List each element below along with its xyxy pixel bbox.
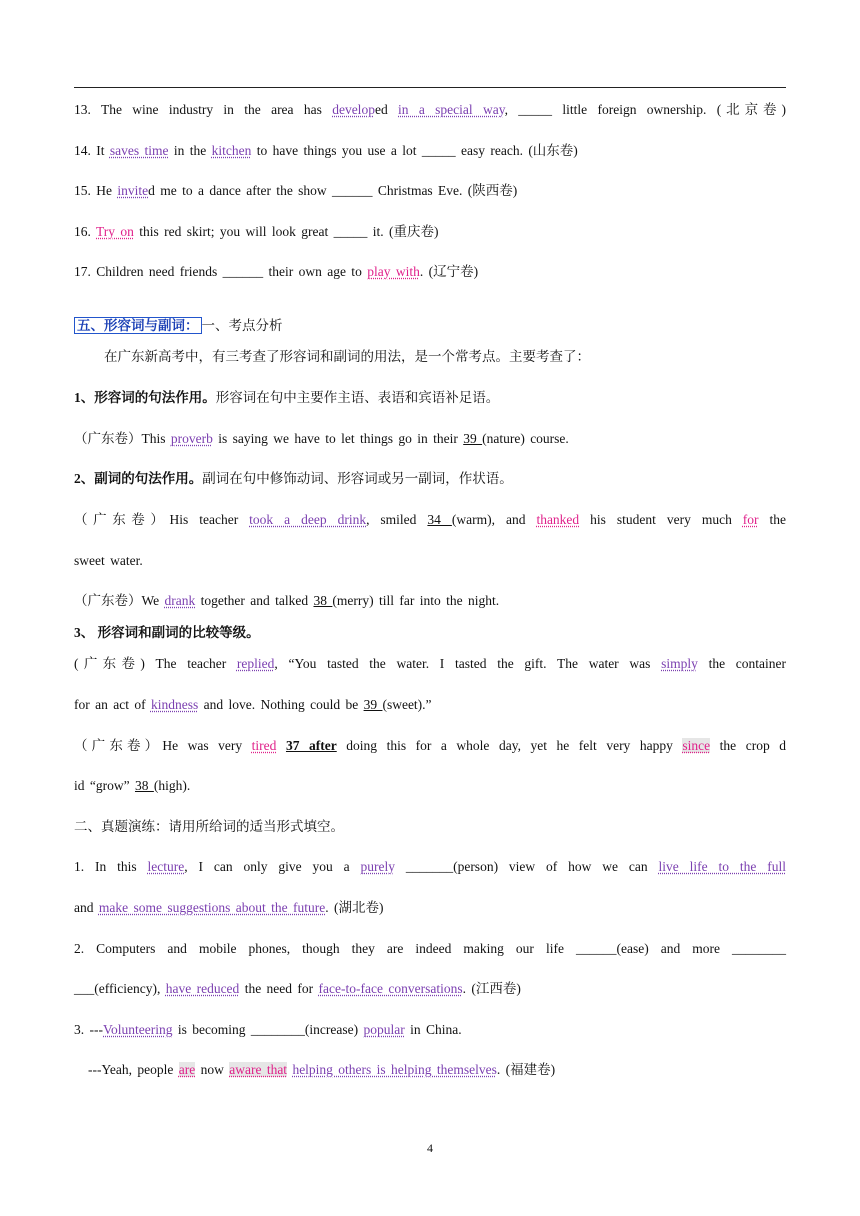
exercise-1-cont: and make some suggestions about the future. (湖北卷) [74, 900, 384, 915]
exercise-3-cont: ---Yeah, people are now aware that helping others is helping themselves. (福建卷) [88, 1062, 556, 1077]
point-1: 1、形容词的句法作用。形容词在句中主要作主语、表语和宾语补足语。 [74, 390, 500, 405]
header-rule [74, 87, 786, 88]
exercise-2-cont: ___(efficiency), have reduced the need for face-to-face conversations. (江西卷) [74, 981, 521, 996]
section-title-box: 五、形容词与副词： [74, 317, 202, 334]
exercise-3: 3. ---Volunteering is becoming ________(increase) popular in China. [74, 1022, 462, 1037]
example-4-cont: for an act of kindness and love. Nothing could be 39 (sweet).” [74, 697, 432, 712]
question-16: 16. Try on this red skirt; you will look great _____ it. (重庆卷) [74, 224, 439, 239]
question-15: 15. He invited me to a dance after the show ______ Christmas Eve. (陕西卷) [74, 183, 518, 198]
question-14: 14. It saves time in the kitchen to have things you use a lot _____ easy reach. (山东卷) [74, 143, 578, 158]
exercise-2: 2. Computers and mobile phones, though they are indeed making our life ______(ease) and more ________ [74, 941, 786, 956]
question-17: 17. Children need friends ______ their own age to play with. (辽宁卷) [74, 264, 479, 279]
question-13: 13. The wine industry in the area has developed in a special way, _____ little foreign ownership. (北京卷) [74, 102, 787, 117]
page-number: 4 [427, 1141, 433, 1155]
example-4: (广东卷) The teacher replied, “You tasted the water. I tasted the gift. The water was simply the container [74, 656, 786, 671]
part-2-heading: 二、真题演练：请用所给词的适当形式填空。 [74, 819, 344, 834]
example-3: （广东卷）We drank together and talked 38 (merry) till far into the night. [74, 593, 500, 608]
example-5-cont: id “grow” 38 (high). [74, 778, 191, 793]
point-3: 3、 形容词和副词的比较等级。 [74, 625, 260, 640]
example-1: （广东卷）This proverb is saying we have to let things go in their 39 (nature) course. [74, 431, 569, 446]
example-2-cont: sweet water. [74, 553, 143, 568]
exercise-1: 1. In this lecture, I can only give you a purely _______(person) view of how we can live life to the full [74, 859, 786, 874]
example-5: （广东卷）He was very tired 37 after doing this for a whole day, yet he felt very happy since the crop d [74, 738, 786, 753]
intro-text: 在广东新高考中，有三考查了形容词和副词的用法，是一个常考点。主要考查了： [104, 349, 590, 364]
point-2: 2、副词的句法作用。副词在句中修饰动词、形容词或另一副词，作状语。 [74, 471, 513, 486]
example-2: （广东卷）His teacher took a deep drink, smiled 34 (warm), and thanked his student very much for the [74, 512, 787, 527]
section-heading: 五、形容词与副词： 一、考点分析 [74, 317, 786, 335]
